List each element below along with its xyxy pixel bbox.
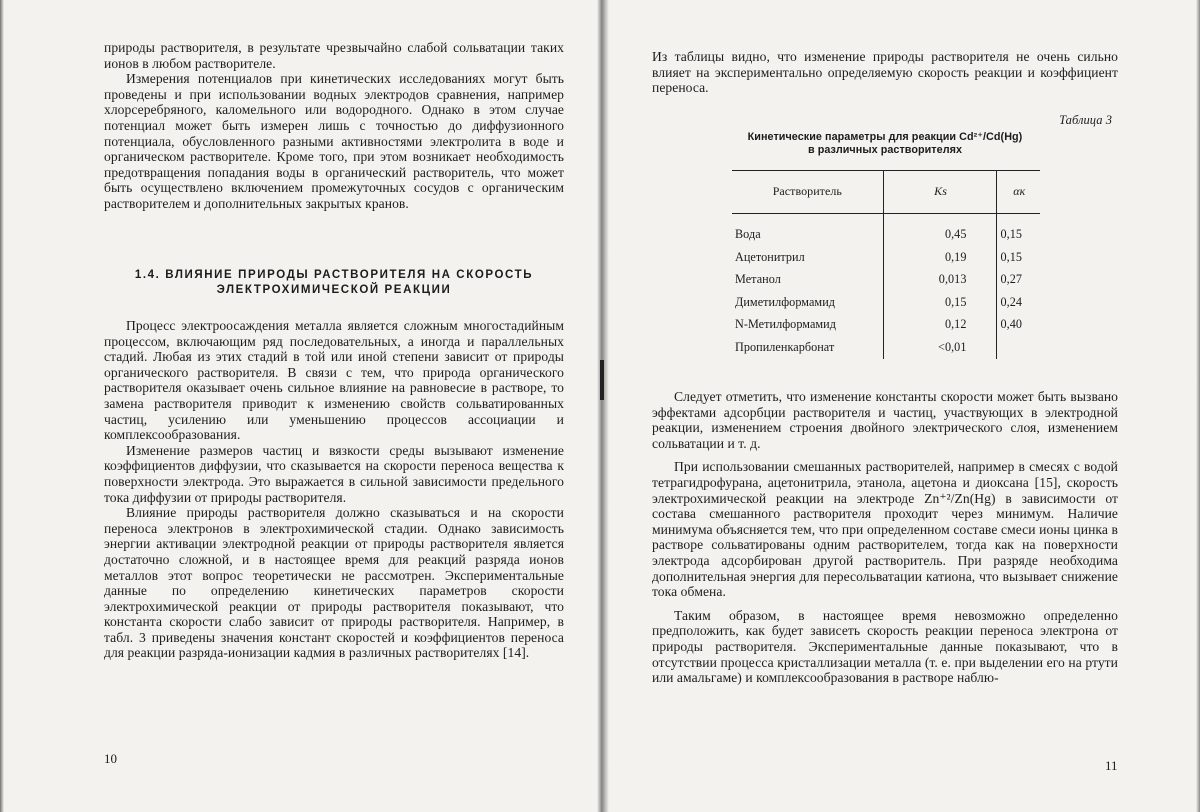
left-page-number: 10: [104, 751, 117, 766]
table-row: [732, 314, 1040, 337]
gutter-mark: [600, 360, 604, 400]
right-paragraph-2: Следует отметить, что изменение константы скорости может быть вызвано эффектами адсорбции растворителя и частиц, участвующих в электродной реакции, изменением строения двойного электрического слоя, изменением сольватации и т. д.: [652, 389, 1118, 451]
table-row: [732, 337, 1040, 360]
kinetic-parameters-table: [732, 170, 1040, 359]
right-page-number: 11: [1105, 758, 1118, 773]
table-caption-line-2: в различных растворителях: [807, 144, 963, 156]
right-page-body-text: [652, 389, 1118, 686]
table-cell-alpha: [997, 337, 1040, 360]
table-row: [732, 269, 1040, 292]
table-cell-alpha: 0,24: [1000, 294, 1022, 309]
table-cell-alpha: 0,15: [1000, 249, 1022, 264]
table-cell-ks: 0,12: [883, 314, 997, 337]
table-cell-ks: 0,19: [883, 247, 997, 270]
section-title-line-2: ЭЛЕКТРОХИМИЧЕСКОЙ РЕАКЦИИ: [216, 284, 452, 296]
left-paragraph-3: Процесс электроосаждения металла является сложным многостадийным процессом, включающим ряд последовательных, а иногда и параллельных стадий. Любая из этих стадий в той или иной степени зависит от природы органического растворителя. В связи с тем, что природа органического растворителя оказывает очень сильное влияние на равновесие в растворе, то замена растворителя приводит к изменению свойств сольватированных частиц, усилению или уменьшению процессов ассоциации и комплексообразования.: [104, 318, 564, 443]
table-cell-solvent: Ацетонитрил: [732, 247, 883, 270]
left-page: [104, 0, 564, 812]
right-paragraph-3: При использовании смешанных растворителей, например в смесях с водой тетрагидрофурана, ацетонитрила, этанола, ацетона и диоксана [15], скорость электрохимической реакции на электроде Zn⁺²/Zn(Hg) в зависимости от состава смешанного растворителя проходит через минимум. Наличие минимума объясняется тем, что при определенном составе смеси ионы цинка в растворе сольватированы одним растворителем, тогда как на поверхности электрода адсорбирован другой растворитель. При разряде необходима дополнительная энергия для пересольватации катиона, что вызывает снижение тока обмена.: [652, 459, 1118, 600]
section-number: 1.4.: [134, 269, 161, 281]
table-cell-alpha: 0,27: [1000, 272, 1022, 287]
left-paragraph-2: Измерения потенциалов при кинетических исследованиях могут быть проведены и при использовании водных электродов сравнения, например хлорсеребряного, каломельного или водородного. Однако в этом случае потенциал может быть измерен лишь с точностью до диффузионного потенциала, обусловленного разными активностями электролита в воде и органическом растворителе. Кроме того, при этом возникает необходимость предотвращения попадания воды в органический растворитель, что может быть осуществлено включением промежуточных сосудов с органическим растворителем и дополнительных закрытых кранов.: [104, 71, 564, 211]
table-cell-ks: 0,15: [883, 292, 997, 315]
right-page-edge-shadow: [1196, 0, 1200, 812]
table-cell-alpha: 0,40: [1000, 317, 1022, 332]
left-page-section-text: [104, 318, 564, 661]
table-cell-alpha: 0,15: [1000, 227, 1022, 242]
table-cell-solvent: Диметилформамид: [732, 292, 883, 315]
table-caption-line-1: Кинетические параметры для реакции Cd²⁺/Cd(Hg): [747, 131, 1023, 143]
table-caption: [712, 131, 1058, 157]
table-cell-ks: <0,01: [883, 337, 997, 360]
section-heading: [104, 268, 564, 298]
table-cell-solvent: Пропиленкарбонат: [732, 337, 883, 360]
right-page: [652, 0, 1118, 812]
table-row: [732, 214, 1040, 247]
left-page-edge-shadow: [0, 0, 4, 812]
table-header-row: [732, 171, 1040, 214]
left-paragraph-1: природы растворителя, в результате чрезвычайно слабой сольватации таких ионов в любом растворителе.: [104, 40, 564, 71]
table-cell-solvent: Вода: [732, 214, 883, 247]
book-gutter: [597, 0, 609, 812]
right-paragraph-1: Из таблицы видно, что изменение природы растворителя не очень сильно влияет на экспериментально определяемую скорость реакции и коэффициент переноса.: [652, 49, 1118, 96]
table-cell-solvent: N-Метилформамид: [732, 314, 883, 337]
table-cell-solvent: Метанол: [732, 269, 883, 292]
section-title-line-1: ВЛИЯНИЕ ПРИРОДЫ РАСТВОРИТЕЛЯ НА СКОРОСТЬ: [165, 269, 534, 281]
left-paragraph-4: Изменение размеров частиц и вязкости среды вызывают изменение коэффициентов диффузии, что сказывается на скорости переноса вещества к поверхности электрода. Это выражается в сильной зависимости предельного тока диффузии от природы растворителя.: [104, 442, 564, 505]
table-label: Таблица 3: [1059, 113, 1112, 127]
table-header-solvent: Растворитель: [732, 171, 883, 214]
left-paragraph-5: Влияние природы растворителя должно сказываться и на скорости переноса электронов в электрохимической стадии. Однако зависимость энергии активации электродной реакции от природы растворителя является достаточно сложной, и в настоящее время для реакций разряда ионов металлов этот вопрос теоретически не рассмотрен. Экспериментальные данные по определению кинетических параметров скорости электрохимической реакции от природы растворителя показывают, что константа скорости слабо зависит от природы растворителя. Например, в табл. 3 приведены значения констант скоростей и коэффициентов переноса для реакции разряда-ионизации кадмия в различных растворителях [14].: [104, 505, 564, 661]
table-header-ks: Ks: [883, 171, 997, 214]
right-paragraph-4: Таким образом, в настоящее время невозможно определенно предположить, как будет зависеть скорость реакции переноса электрона от природы растворителя. Экспериментальные данные показывают, что в отсутствии процесса кристаллизации металла (т. е. при выделении его на ртути или амальгаме) и комплексообразования в растворе наблю-: [652, 607, 1118, 686]
table-row: [732, 292, 1040, 315]
right-page-intro-text: [652, 49, 1118, 96]
left-page-intro-text: [104, 40, 564, 212]
table-cell-ks: 0,45: [883, 214, 997, 247]
table-header-alpha: αк: [997, 171, 1040, 214]
table-row: [732, 247, 1040, 270]
table-cell-ks: 0,013: [883, 269, 997, 292]
